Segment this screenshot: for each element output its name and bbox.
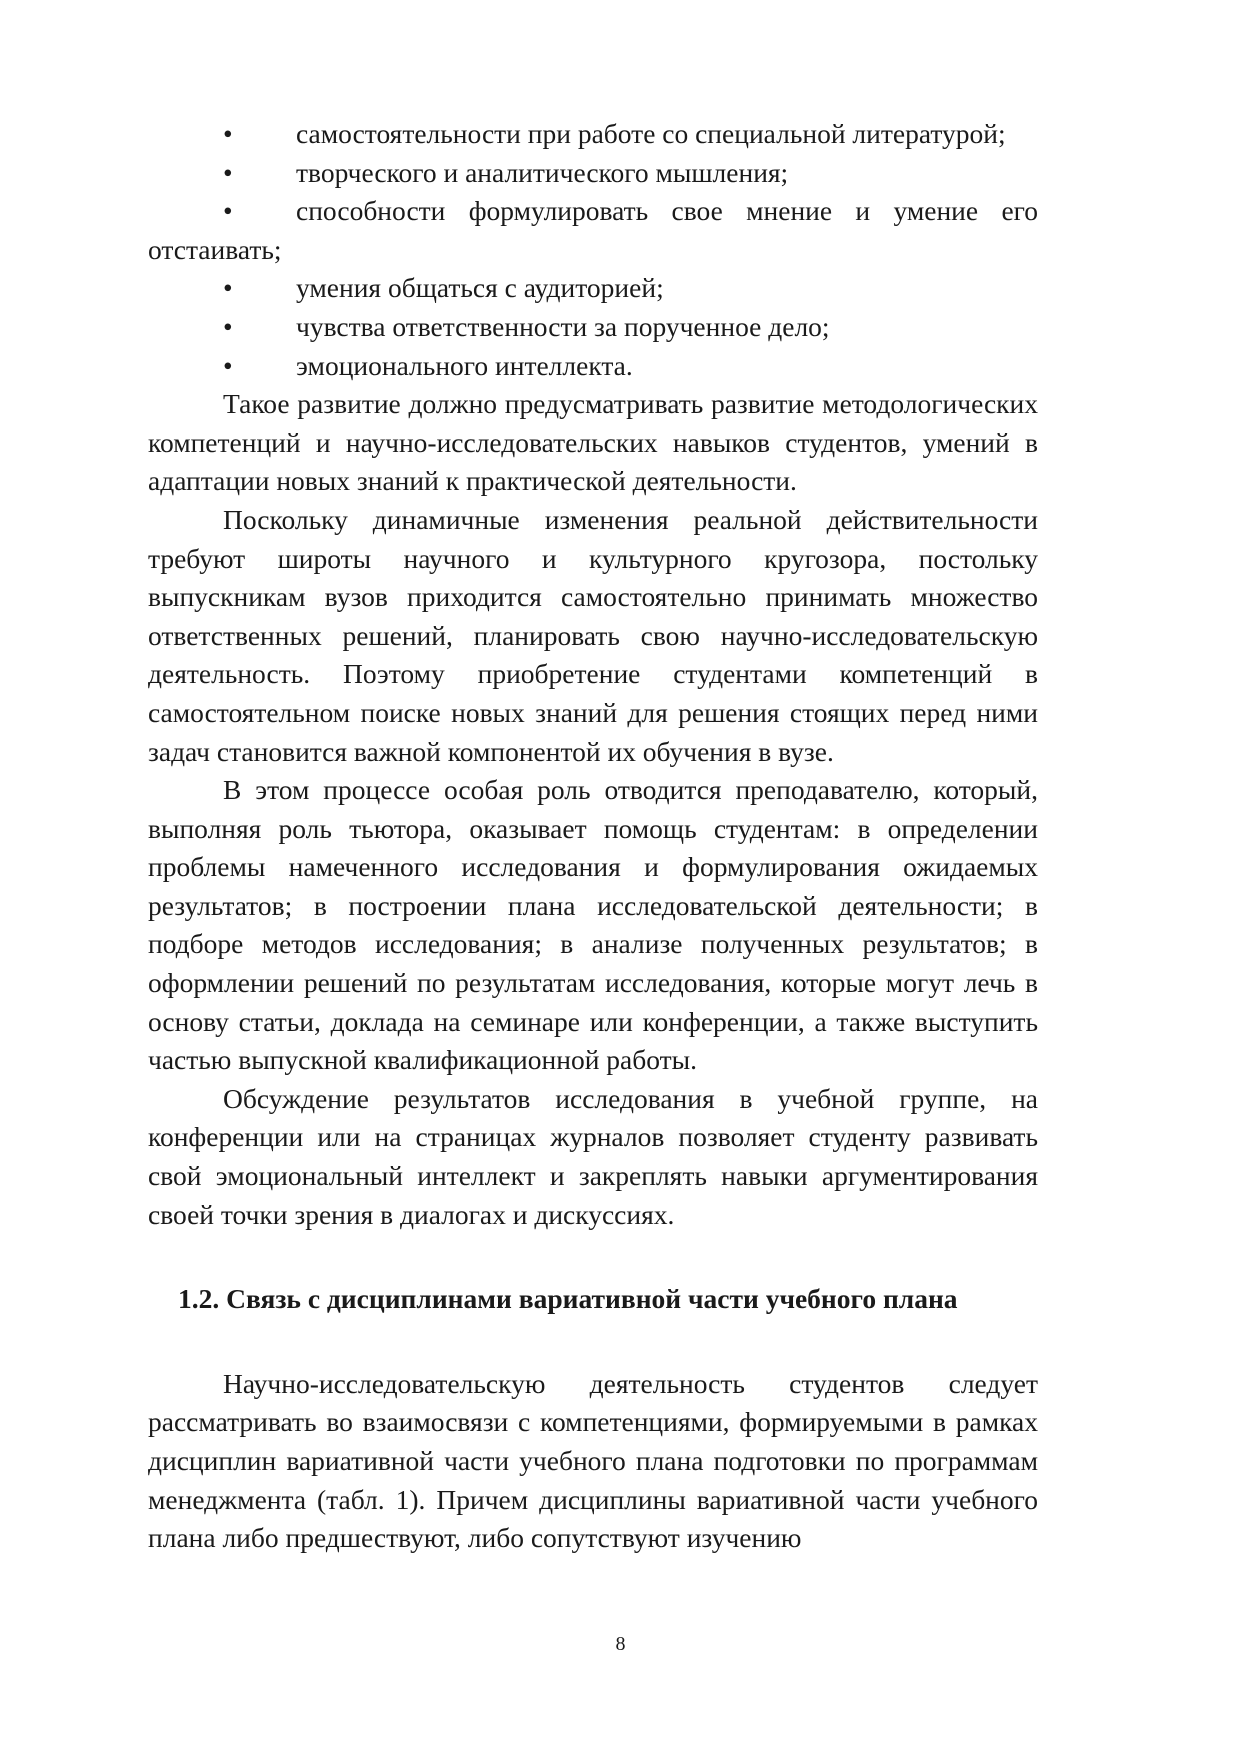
body-paragraph: Научно-исследовательскую деятельность студентов следует рассматривать во взаимосвязи с компетенциями, формируемыми в рамках дисциплин вариативной части учебного плана подготовки по программам менеджмента (табл. 1). Причем дисциплины вариативной части учебного плана либо предшествуют, либо сопутствуют изучению <box>148 1367 1038 1554</box>
document-page <box>148 115 1038 1558</box>
bullet-text: чувства ответственности за порученное дело; <box>296 310 830 342</box>
bullet-text: самостоятельности при работе со специальной литературой; <box>296 118 1006 149</box>
bullet-item <box>148 308 1038 347</box>
bullet-text: творческого и аналитического мышления; <box>296 156 789 188</box>
bullet-item <box>148 115 1038 154</box>
bullet-text: способности формулировать свое мнение и умение его отстаивать; <box>148 195 1038 265</box>
bullet-item <box>148 269 1038 308</box>
section-heading: 1.2. Связь с дисциплинами вариативной части учебного плана <box>178 1283 958 1315</box>
bullet-dot: • <box>223 156 233 188</box>
body-paragraph: Поскольку динамичные изменения реальной действительности требуют широты научного и культурного кругозора, постольку выпускникам вузов приходится самостоятельно принимать множество ответственных решений, планировать свою научно-исследовательскую деятельность. Поэтому приобретение студентами компетенций в самостоятельном поиске новых знаний для решения стоящих перед ними задач становится важной компонентой их обучения в вузе. <box>148 503 1038 767</box>
bullet-dot: • <box>223 310 233 342</box>
bullet-dot: • <box>223 118 233 149</box>
bullet-item <box>148 347 1038 386</box>
bullet-text: эмоционального интеллекта. <box>296 349 633 381</box>
bullet-item <box>148 192 1038 269</box>
body-paragraph: Такое развитие должно предусматривать развитие методологических компетенций и научно-исследовательских навыков студентов, умений в адаптации новых знаний к практической деятельности. <box>148 388 1038 497</box>
page-number: 8 <box>615 1633 626 1655</box>
body-paragraph: Обсуждение результатов исследования в учебной группе, на конференции или на страницах журналов позволяет студенту развивать свой эмоциональный интеллект и закреплять навыки аргументирования своей точки зрения в диалогах и дискуссиях. <box>148 1082 1038 1230</box>
bullet-item <box>148 154 1038 193</box>
body-paragraph: В этом процессе особая роль отводится преподавателю, который, выполняя роль тьютора, оказывает помощь студентам: в определении проблемы намеченного исследования и формулирования ожидаемых результатов; в построении плана исследовательской деятельности; в подборе методов исследования; в анализе полученных результатов; в оформлении решений по результатам исследования, которые могут лечь в основу статьи, доклада на семинаре или конференции, а также выступить частью выпускной квалификационной работы. <box>148 774 1038 1076</box>
bullet-dot: • <box>223 349 233 381</box>
bullet-dot: • <box>223 195 233 227</box>
bullet-text: умения общаться с аудиторией; <box>296 272 664 304</box>
bullet-dot: • <box>223 272 233 304</box>
